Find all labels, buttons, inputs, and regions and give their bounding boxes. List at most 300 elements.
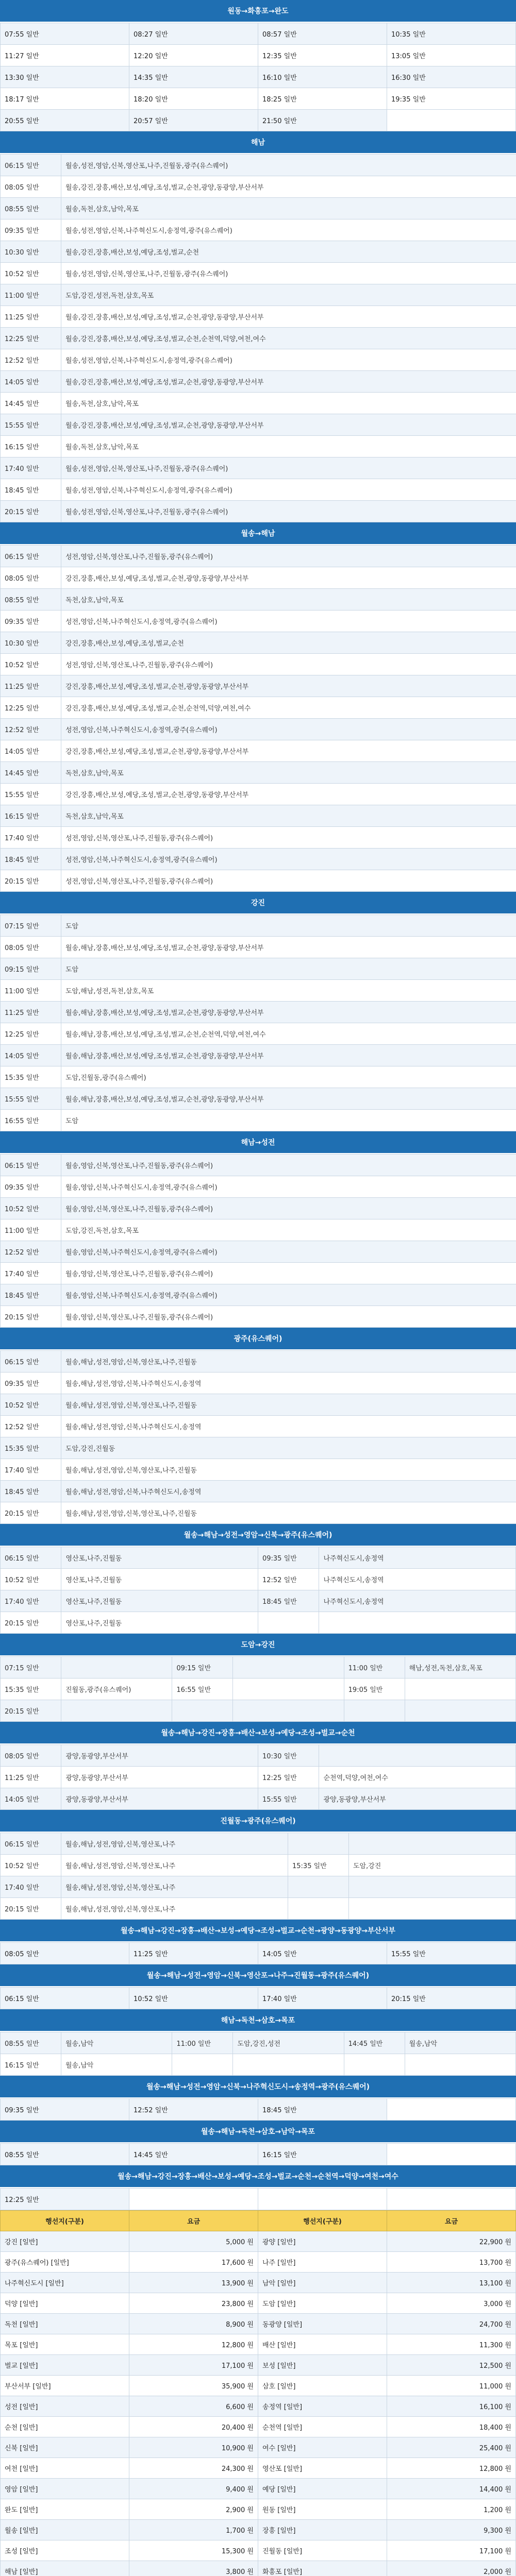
- route-stops: 월송,성전,영암,신북,영산포,나주,진월동,광주(유스퀘어): [61, 501, 516, 522]
- route-stops: 월송,해남,성전,영암,신북,나주혁신도시,송정역: [61, 1372, 516, 1394]
- departure-time: 15:35 일반: [1, 1437, 61, 1459]
- route-stops: 도암: [61, 915, 516, 937]
- departure-time: 14:45 일반: [1, 762, 61, 784]
- route-stops: 영산포,나주,진월동: [61, 1612, 258, 1634]
- schedule-row: [1, 1898, 516, 1920]
- departure-time: 08:57 일반: [258, 23, 387, 45]
- route-stops: 월송,해남,성전,영암,신북,나주혁신도시,송정역: [61, 1481, 516, 1502]
- fare-row: [1, 2458, 516, 2479]
- fare-price: 3,000 원: [387, 2293, 516, 2314]
- departure-time: [344, 2054, 405, 2076]
- fare-destination: 배산 [일반]: [258, 2334, 387, 2355]
- departure-time: 15:55 일반: [1, 1088, 61, 1110]
- route-stops: 성전,영암,신북,영산포,나주,진월동,광주(유스퀘어): [61, 546, 516, 567]
- route-stops: 진월동,광주(유스퀘어): [61, 1679, 172, 1700]
- departure-time: [344, 1700, 405, 1722]
- departure-time: 20:15 일반: [1, 870, 61, 892]
- route-stops: 월송,강진,장흥,배산,보성,예당,조성,벌교,순천,순천역,덕양,여천,여수: [61, 328, 516, 349]
- route-stops: 강진,장흥,배산,보성,예당,조성,벌교,순천,광양,동광양,부산서부: [61, 784, 516, 805]
- departure-time: 10:52 일반: [1, 1198, 61, 1219]
- departure-time: [387, 2144, 516, 2165]
- fare-destination: 송정역 [일반]: [258, 2396, 387, 2417]
- departure-time: [172, 2054, 233, 2076]
- departure-time: 18:45 일반: [258, 2099, 387, 2121]
- fare-row: [1, 2417, 516, 2437]
- departure-time: 14:05 일반: [1, 1045, 61, 1066]
- departure-time: 18:45 일반: [1, 1481, 61, 1502]
- schedule-row: [1, 1876, 516, 1898]
- route-stops: 도암: [61, 1110, 516, 1131]
- departure-time: [172, 1700, 233, 1722]
- schedule-row: [1, 1066, 516, 1088]
- departure-time: 07:55 일반: [1, 23, 129, 45]
- departure-time: 14:35 일반: [129, 66, 258, 88]
- schedule-row: [1, 958, 516, 980]
- route-stops: 광양,동광양,부산서부: [61, 1767, 258, 1788]
- route-stops: 도암,강진,성전,독천,삼호,목포: [61, 284, 516, 306]
- schedule-table: [0, 2143, 516, 2165]
- route-stops: 월송,해남,성전,영암,신북,영산포,나주,진월동: [61, 1394, 516, 1416]
- route-stops: [349, 1876, 516, 1898]
- schedule-row: [1, 263, 516, 284]
- fare-column-header: 행선지(구분): [258, 2211, 387, 2231]
- route-stops: [405, 1700, 515, 1722]
- fare-price: 8,900 원: [129, 2314, 258, 2334]
- departure-time: 08:05 일반: [1, 937, 61, 958]
- schedule-row: [1, 45, 516, 66]
- schedule-row: [1, 2099, 516, 2121]
- schedule-row: [1, 611, 516, 632]
- route-stops: [233, 1679, 344, 1700]
- route-stops: 성전,영암,신북,영산포,나주,진월동,광주(유스퀘어): [61, 870, 516, 892]
- fare-price: 2,900 원: [129, 2499, 258, 2520]
- departure-time: 10:30 일반: [1, 632, 61, 654]
- schedule-table: [0, 23, 516, 131]
- departure-time: 08:55 일반: [1, 2144, 129, 2165]
- route-stops: 월송,성전,영암,신북,영산포,나주,진월동,광주(유스퀘어): [61, 457, 516, 479]
- departure-time: 12:35 일반: [258, 45, 387, 66]
- schedule-table: [0, 1547, 516, 1634]
- schedule-table: [0, 154, 516, 522]
- schedule-row: [1, 1263, 516, 1284]
- departure-time: 13:05 일반: [387, 45, 516, 66]
- departure-time: 18:45 일반: [1, 479, 61, 501]
- route-stops: 월송,해남,장흥,배산,보성,예당,조성,벌교,순천,광양,동광양,부산서부: [61, 1088, 516, 1110]
- route-stops: [233, 1657, 344, 1679]
- fare-price: 5,000 원: [129, 2231, 258, 2252]
- departure-time: 11:00 일반: [172, 2032, 233, 2054]
- route-stops: 월송,독천,삼호,남악,목포: [61, 198, 516, 219]
- section-header: 해남: [0, 131, 516, 154]
- departure-time: 11:25 일반: [129, 1943, 258, 1964]
- departure-time: 12:25 일반: [1, 697, 61, 719]
- fare-row: [1, 2396, 516, 2417]
- fare-row: [1, 2314, 516, 2334]
- departure-time: 14:05 일반: [258, 1943, 387, 1964]
- departure-time: [258, 2189, 387, 2210]
- departure-time: 08:55 일반: [1, 198, 61, 219]
- fare-header-row: [1, 2211, 516, 2231]
- departure-time: 19:05 일반: [344, 1679, 405, 1700]
- departure-time: 17:40 일반: [1, 1459, 61, 1481]
- schedule-row: [1, 980, 516, 1002]
- route-stops: 월송,독천,삼호,남악,목포: [61, 436, 516, 457]
- departure-time: 12:20 일반: [129, 45, 258, 66]
- schedule-row: [1, 2032, 516, 2054]
- route-stops: 성전,영암,신북,영산포,나주,진월동,광주(유스퀘어): [61, 827, 516, 849]
- route-stops: 월송,해남,성전,영암,신북,영산포,나주: [61, 1898, 288, 1920]
- route-stops: 성전,영암,신북,나주혁신도시,송정역,광주(유스퀘어): [61, 719, 516, 740]
- route-stops: 도암,강진: [349, 1855, 516, 1876]
- schedule-row: [1, 88, 516, 110]
- fare-price: 14,400 원: [387, 2479, 516, 2499]
- route-stops: 해남,성전,독천,삼호,목포: [405, 1657, 515, 1679]
- departure-time: 21:50 일반: [258, 110, 387, 131]
- departure-time: 14:45 일반: [344, 2032, 405, 2054]
- fare-destination: 부산서부 [일반]: [1, 2376, 129, 2396]
- route-stops: 월송,해남,성전,영암,신북,영산포,나주: [61, 1876, 288, 1898]
- fare-price: 12,800 원: [129, 2334, 258, 2355]
- schedule-row: [1, 1155, 516, 1176]
- schedule-row: [1, 654, 516, 675]
- fare-price: 17,100 원: [387, 2540, 516, 2561]
- fare-destination: 강진 [일반]: [1, 2231, 129, 2252]
- schedule-row: [1, 1547, 516, 1569]
- schedule-row: [1, 328, 516, 349]
- section-header: 월송→해남→강진→장흥→배산→보성→예당→조성→벌교→순천→순천역→덕양→여천→여수: [0, 2165, 516, 2188]
- departure-time: 20:15 일반: [387, 1988, 516, 2009]
- route-stops: 월송,성전,영암,신북,나주혁신도시,송정역,광주(유스퀘어): [61, 349, 516, 371]
- route-stops: 강진,장흥,배산,보성,예당,조성,벌교,순천,광양,동광양,부산서부: [61, 740, 516, 762]
- fare-destination: 완도 [일반]: [1, 2499, 129, 2520]
- schedule-row: [1, 1437, 516, 1459]
- schedule-row: [1, 1176, 516, 1198]
- schedule-row: [1, 1788, 516, 1810]
- schedule-row: [1, 371, 516, 393]
- schedule-row: [1, 1088, 516, 1110]
- departure-time: 17:40 일반: [1, 827, 61, 849]
- departure-time: 14:05 일반: [1, 1788, 61, 1810]
- schedule-row: [1, 1590, 516, 1612]
- route-stops: [61, 1700, 172, 1722]
- departure-time: 10:30 일반: [258, 1745, 319, 1767]
- schedule-row: [1, 546, 516, 567]
- fare-destination: 남악 [일반]: [258, 2273, 387, 2293]
- schedule-row: [1, 1502, 516, 1524]
- fare-price: 3,800 원: [129, 2561, 258, 2576]
- departure-time: 16:55 일반: [172, 1679, 233, 1700]
- schedule-row: [1, 393, 516, 414]
- departure-time: 20:15 일반: [1, 501, 61, 522]
- schedule-row: [1, 937, 516, 958]
- schedule-row: [1, 1306, 516, 1328]
- route-stops: 나주혁신도시,송정역: [319, 1569, 516, 1590]
- schedule-row: [1, 2189, 516, 2210]
- fare-price: 12,500 원: [387, 2355, 516, 2376]
- fare-price: 13,100 원: [387, 2273, 516, 2293]
- route-stops: 나주혁신도시,송정역: [319, 1547, 516, 1569]
- departure-time: [288, 1876, 349, 1898]
- departure-time: 06:15 일반: [1, 546, 61, 567]
- fare-destination: 화흥포 [일반]: [258, 2561, 387, 2576]
- fare-destination: 월송 [일반]: [1, 2520, 129, 2540]
- route-stops: 강진,장흥,배산,보성,예당,조성,벌교,순천,순천역,덕양,여천,여수: [61, 697, 516, 719]
- schedule-row: [1, 1241, 516, 1263]
- fare-price: 13,900 원: [129, 2273, 258, 2293]
- departure-time: 10:52 일반: [1, 654, 61, 675]
- departure-time: 11:00 일반: [1, 284, 61, 306]
- fare-price: 17,100 원: [129, 2355, 258, 2376]
- fare-destination: 진월동 [일반]: [258, 2540, 387, 2561]
- route-stops: 월송,해남,장흥,배산,보성,예당,조성,벌교,순천,광양,동광양,부산서부: [61, 1002, 516, 1023]
- schedule-row: [1, 1700, 516, 1722]
- route-stops: 도암,강진,성전: [233, 2032, 344, 2054]
- departure-time: 12:52 일반: [1, 349, 61, 371]
- departure-time: 06:15 일반: [1, 1351, 61, 1372]
- schedule-row: [1, 1481, 516, 1502]
- schedule-row: [1, 1416, 516, 1437]
- fare-row: [1, 2293, 516, 2314]
- departure-time: 16:15 일반: [1, 805, 61, 827]
- departure-time: [387, 2099, 516, 2121]
- schedule-row: [1, 697, 516, 719]
- route-stops: 월송,해남,성전,영암,신북,영산포,나주,진월동: [61, 1459, 516, 1481]
- section-header: 월송→해남→성전→영암→신북→나주혁신도시→송정역→광주(유스퀘어): [0, 2076, 516, 2098]
- schedule-row: [1, 1833, 516, 1855]
- schedule-row: [1, 589, 516, 611]
- fare-destination: 장흥 [일반]: [258, 2520, 387, 2540]
- route-stops: [405, 1679, 515, 1700]
- departure-time: 17:40 일반: [1, 1876, 61, 1898]
- departure-time: 16:15 일반: [1, 2054, 61, 2076]
- departure-time: 11:25 일반: [1, 306, 61, 328]
- departure-time: 11:00 일반: [344, 1657, 405, 1679]
- schedule-table: [0, 1833, 516, 1920]
- schedule-row: [1, 740, 516, 762]
- route-stops: 월송,해남,장흥,배산,보성,예당,조성,벌교,순천,광양,동광양,부산서부: [61, 937, 516, 958]
- fare-destination: 삼호 [일반]: [258, 2376, 387, 2396]
- schedule-row: [1, 110, 516, 131]
- fare-price: 24,300 원: [129, 2458, 258, 2479]
- departure-time: 09:35 일반: [1, 219, 61, 241]
- route-stops: 월송,강진,장흥,배산,보성,예당,조성,벌교,순천,광양,동광양,부산서부: [61, 414, 516, 436]
- route-stops: 영산포,나주,진월동: [61, 1547, 258, 1569]
- route-stops: 독천,삼호,남악,목포: [61, 762, 516, 784]
- departure-time: 18:45 일반: [258, 1590, 319, 1612]
- departure-time: 06:15 일반: [1, 1547, 61, 1569]
- departure-time: 12:52 일반: [1, 1416, 61, 1437]
- fare-row: [1, 2561, 516, 2576]
- schedule-row: [1, 1394, 516, 1416]
- schedule-table: [0, 1987, 516, 2009]
- fare-destination: 목포 [일반]: [1, 2334, 129, 2355]
- departure-time: 15:35 일반: [1, 1066, 61, 1088]
- departure-time: 12:52 일반: [129, 2099, 258, 2121]
- schedule-row: [1, 632, 516, 654]
- route-stops: [61, 1657, 172, 1679]
- departure-time: 11:27 일반: [1, 45, 129, 66]
- departure-time: [387, 2189, 516, 2210]
- fare-price: 13,700 원: [387, 2252, 516, 2273]
- route-stops: 독천,삼호,남악,목포: [61, 805, 516, 827]
- section-header: 월송→해남→강진→장흥→배산→보성→예당→조성→벌교→순천→광양→동광양→부산서부: [0, 1920, 516, 1942]
- fare-price: 20,400 원: [129, 2417, 258, 2437]
- fare-destination: 영산포 [일반]: [258, 2458, 387, 2479]
- section-header: 진월동→광주(유스퀘어): [0, 1810, 516, 1833]
- departure-time: 09:15 일반: [172, 1657, 233, 1679]
- section-header: 강진: [0, 892, 516, 914]
- departure-time: 06:15 일반: [1, 1988, 129, 2009]
- departure-time: 14:05 일반: [1, 371, 61, 393]
- fare-destination: 광양 [일반]: [258, 2231, 387, 2252]
- fare-destination: 나주혁신도시 [일반]: [1, 2273, 129, 2293]
- fare-price: 2,000 원: [387, 2561, 516, 2576]
- schedule-row: [1, 1943, 516, 1964]
- route-stops: 월송,해남,성전,영암,신북,나주혁신도시,송정역: [61, 1416, 516, 1437]
- schedule-row: [1, 306, 516, 328]
- departure-time: 12:25 일반: [1, 328, 61, 349]
- fare-destination: 신북 [일반]: [1, 2437, 129, 2458]
- departure-time: 15:55 일반: [258, 1788, 319, 1810]
- route-stops: 도암,강진,독천,삼호,목포: [61, 1219, 516, 1241]
- departure-time: [288, 1833, 349, 1855]
- schedule-table: [0, 1656, 516, 1722]
- departure-time: 10:52 일반: [1, 263, 61, 284]
- route-stops: 월송,해남,성전,영암,신북,영산포,나주: [61, 1833, 288, 1855]
- schedule-row: [1, 719, 516, 740]
- fare-column-header: 요금: [129, 2211, 258, 2231]
- route-stops: 월송,해남,성전,영암,신북,영산포,나주,진월동: [61, 1351, 516, 1372]
- schedule-row: [1, 870, 516, 892]
- departure-time: 09:35 일반: [1, 1372, 61, 1394]
- route-stops: 월송,독천,삼호,남악,목포: [61, 393, 516, 414]
- section-header: 도암→강진: [0, 1634, 516, 1656]
- schedule-row: [1, 762, 516, 784]
- departure-time: 16:15 일반: [258, 2144, 387, 2165]
- fare-row: [1, 2355, 516, 2376]
- departure-time: 11:25 일반: [1, 1767, 61, 1788]
- route-stops: 영산포,나주,진월동: [61, 1569, 258, 1590]
- schedule-row: [1, 436, 516, 457]
- departure-time: 20:15 일반: [1, 1700, 61, 1722]
- fare-table: [0, 2210, 516, 2576]
- schedule-table: [0, 2188, 516, 2210]
- fare-destination: 성전 [일반]: [1, 2396, 129, 2417]
- fare-destination: 나주 [일반]: [258, 2252, 387, 2273]
- fare-destination: 독천 [일반]: [1, 2314, 129, 2334]
- schedule-row: [1, 155, 516, 176]
- fare-destination: 해남 [일반]: [1, 2561, 129, 2576]
- schedule-row: [1, 1569, 516, 1590]
- fare-price: 9,400 원: [129, 2479, 258, 2499]
- route-stops: 월송,영암,신북,나주혁신도시,송정역,광주(유스퀘어): [61, 1284, 516, 1306]
- route-stops: 강진,장흥,배산,보성,예당,조성,벌교,순천: [61, 632, 516, 654]
- section-header: 월송→해남→강진→장흥→배산→보성→예당→조성→벌교→순천: [0, 1722, 516, 1744]
- route-stops: 광양,동광양,부산서부: [61, 1788, 258, 1810]
- departure-time: 08:27 일반: [129, 23, 258, 45]
- fare-price: 25,400 원: [387, 2437, 516, 2458]
- departure-time: 20:55 일반: [1, 110, 129, 131]
- route-stops: 도암,해남,성전,독천,삼호,목포: [61, 980, 516, 1002]
- departure-time: 17:40 일반: [1, 1590, 61, 1612]
- departure-time: 10:52 일반: [129, 1988, 258, 2009]
- departure-time: [258, 1612, 319, 1634]
- departure-time: 14:05 일반: [1, 740, 61, 762]
- departure-time: [387, 110, 516, 131]
- schedule-row: [1, 1745, 516, 1767]
- schedule-row: [1, 567, 516, 589]
- schedule-table: [0, 914, 516, 1131]
- route-stops: 도암,강진,진월동: [61, 1437, 516, 1459]
- route-stops: 월송,강진,장흥,배산,보성,예당,조성,벌교,순천,광양,동광양,부산서부: [61, 176, 516, 198]
- departure-time: 06:15 일반: [1, 1155, 61, 1176]
- departure-time: 09:35 일반: [1, 2099, 129, 2121]
- departure-time: 12:25 일반: [258, 1767, 319, 1788]
- fare-price: 11,000 원: [387, 2376, 516, 2396]
- departure-time: 09:35 일반: [258, 1547, 319, 1569]
- departure-time: 19:35 일반: [387, 88, 516, 110]
- departure-time: 16:10 일반: [258, 66, 387, 88]
- departure-time: 17:40 일반: [1, 457, 61, 479]
- fare-destination: 예당 [일반]: [258, 2479, 387, 2499]
- departure-time: 11:25 일반: [1, 675, 61, 697]
- schedule-row: [1, 23, 516, 45]
- departure-time: 18:45 일반: [1, 849, 61, 870]
- departure-time: 15:35 일반: [1, 1679, 61, 1700]
- fare-row: [1, 2376, 516, 2396]
- fare-price: 11,300 원: [387, 2334, 516, 2355]
- schedule-row: [1, 1002, 516, 1023]
- schedule-row: [1, 1679, 516, 1700]
- schedule-table: [0, 1350, 516, 1524]
- route-stops: 독천,삼호,남악,목포: [61, 589, 516, 611]
- route-stops: 광양,동광양,부산서부: [319, 1788, 516, 1810]
- fare-destination: 원동 [일반]: [258, 2499, 387, 2520]
- departure-time: 06:15 일반: [1, 1833, 61, 1855]
- schedule-table: [0, 1744, 516, 1810]
- fare-row: [1, 2437, 516, 2458]
- schedule-row: [1, 479, 516, 501]
- departure-time: 16:15 일반: [1, 436, 61, 457]
- route-stops: 영산포,나주,진월동: [61, 1590, 258, 1612]
- departure-time: 07:15 일반: [1, 1657, 61, 1679]
- fare-price: 23,800 원: [129, 2293, 258, 2314]
- fare-destination: 순천 [일반]: [1, 2417, 129, 2437]
- fare-destination: 영암 [일반]: [1, 2479, 129, 2499]
- fare-price: 12,800 원: [387, 2458, 516, 2479]
- schedule-row: [1, 1351, 516, 1372]
- departure-time: 09:15 일반: [1, 958, 61, 980]
- departure-time: 08:05 일반: [1, 1745, 61, 1767]
- fare-row: [1, 2540, 516, 2561]
- fare-row: [1, 2334, 516, 2355]
- departure-time: 10:52 일반: [1, 1569, 61, 1590]
- fare-price: 16,100 원: [387, 2396, 516, 2417]
- fare-row: [1, 2499, 516, 2520]
- route-stops: [233, 2054, 344, 2076]
- schedule-table: [0, 545, 516, 892]
- schedule-row: [1, 675, 516, 697]
- departure-time: 08:55 일반: [1, 2032, 61, 2054]
- section-header: 광주(유스퀘어): [0, 1328, 516, 1350]
- departure-time: 18:17 일반: [1, 88, 129, 110]
- fare-destination: 여천 [일반]: [1, 2458, 129, 2479]
- departure-time: 20:15 일반: [1, 1502, 61, 1524]
- departure-time: 09:35 일반: [1, 611, 61, 632]
- schedule-row: [1, 176, 516, 198]
- departure-time: 12:25 일반: [1, 2189, 129, 2210]
- section-header: 해남→성전: [0, 1131, 516, 1154]
